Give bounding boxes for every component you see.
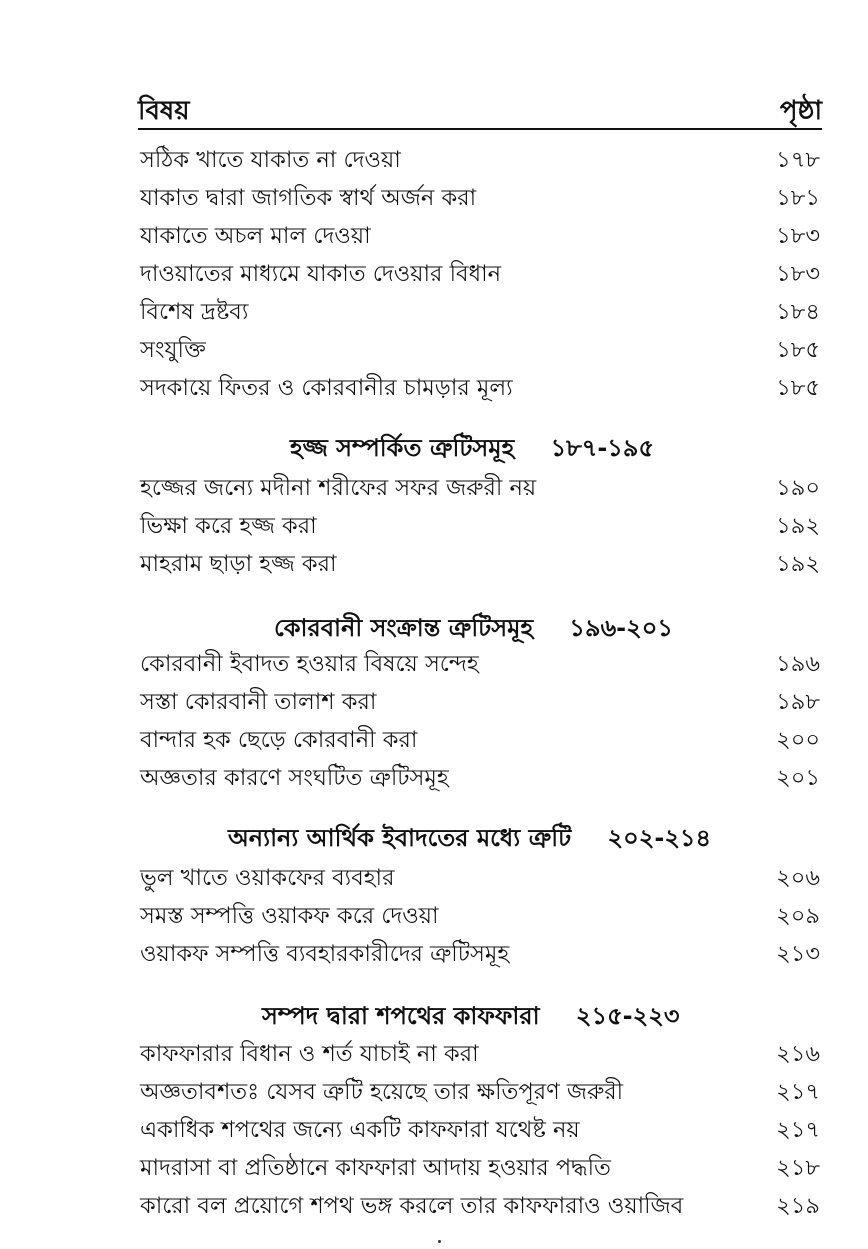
toc-entry <box>140 1036 820 1072</box>
section-page-range: ২১৫-২২৩ <box>575 1002 680 1030</box>
toc-entry-page: ২১৩ <box>776 941 820 967</box>
subject-heading: বিষয় <box>138 96 190 126</box>
toc-entry-title: একাধিক শপথের জন্যে একটি কাফফারা যথেষ্ট নয় <box>140 1117 580 1143</box>
toc-entry-page: ২০৬ <box>776 865 820 891</box>
toc-entry <box>140 646 820 682</box>
toc-entry-title: যাকাত দ্বারা জাগতিক স্বার্থ অর্জন করা <box>140 185 477 211</box>
toc-entry <box>140 1074 820 1110</box>
toc-entry-title: বিশেষ দ্রষ্টব্য <box>140 299 249 325</box>
section-page-range: ১৯৬-২০১ <box>569 614 673 642</box>
toc-entry-title: বান্দার হক ছেড়ে কোরবানী করা <box>140 727 418 753</box>
toc-entry-title: সমস্ত সম্পত্তি ওয়াকফ করে দেওয়া <box>140 903 439 929</box>
toc-entry-title: ওয়াকফ সম্পত্তি ব্যবহারকারীদের ত্রুটিসমূহ <box>140 941 510 967</box>
section-heading <box>274 608 673 648</box>
toc-entry-page: ২১৭ <box>776 1079 820 1105</box>
toc-entry <box>140 1188 820 1224</box>
toc-entry <box>140 470 820 506</box>
section-title: হজ্জ সম্পর্কিত ত্রুটিসমূহ <box>290 434 515 462</box>
section-heading <box>262 996 679 1036</box>
toc-entry-title: ভুল খাতে ওয়াকফের ব্যবহার <box>140 865 395 891</box>
toc-entry <box>140 546 820 582</box>
toc-entry-page: ১৯৮ <box>776 689 820 715</box>
page-heading: পৃষ্ঠা <box>779 96 822 126</box>
toc-entry-title: কাফফারার বিধান ও শর্ত যাচাই না করা <box>140 1041 479 1067</box>
section-page-range: ২০২-২১৪ <box>607 824 712 852</box>
toc-entry-title: কোরবানী ইবাদত হওয়ার বিষয়ে সন্দেহ <box>140 651 479 677</box>
toc-entry-page: ১৮৩ <box>776 261 820 287</box>
toc-entry <box>140 332 820 368</box>
toc-entry-title: দাওয়াতের মাধ্যমে যাকাত দেওয়ার বিধান <box>140 261 502 287</box>
toc-entry <box>140 256 820 292</box>
toc-entry <box>140 722 820 758</box>
toc-entry <box>140 370 820 406</box>
toc-entry-title: সদকায়ে ফিতর ও কোরবানীর চামড়ার মূল্য <box>140 375 513 401</box>
toc-entry-page: ১৯২ <box>776 513 820 539</box>
toc-entry-title: অজ্ঞতাবশতঃ যেসব ত্রুটি হয়েছে তার ক্ষতিপূরণ জরুরী <box>140 1079 624 1105</box>
toc-entry-page: ২১৮ <box>776 1155 820 1181</box>
toc-entry-title: অজ্ঞতার কারণে সংঘটিত ত্রুটিসমূহ <box>140 765 449 791</box>
toc-header <box>138 84 822 130</box>
toc-entry-page: ১৯২ <box>776 551 820 577</box>
section-heading <box>228 818 711 858</box>
toc-entry-page: ২১৬ <box>776 1041 820 1067</box>
toc-entry-page: ২১৯ <box>776 1193 820 1219</box>
print-speck <box>438 1240 441 1243</box>
toc-entry <box>140 684 820 720</box>
toc-entry-title: মাদরাসা বা প্রতিষ্ঠানে কাফফারা আদায় হওয়ার পদ্ধতি <box>140 1155 611 1181</box>
toc-entry-page: ১৮৪ <box>776 299 820 325</box>
toc-entry-page: ১৮৫ <box>776 375 820 401</box>
section-title: কোরবানী সংক্রান্ত ত্রুটিসমূহ <box>274 614 534 642</box>
toc-entry <box>140 1112 820 1148</box>
toc-entry <box>140 180 820 216</box>
toc-entry <box>140 898 820 934</box>
toc-entry <box>140 142 820 178</box>
toc-entry-title: মাহরাম ছাড়া হজ্জ করা <box>140 551 337 577</box>
toc-entry-title: ভিক্ষা করে হজ্জ করা <box>140 513 317 539</box>
toc-entry-title: যাকাতে অচল মাল দেওয়া <box>140 223 371 249</box>
toc-entry-title: কারো বল প্রয়োগে শপথ ভঙ্গ করলে তার কাফফারাও ওয়াজিব <box>140 1193 684 1219</box>
toc-entry <box>140 294 820 330</box>
toc-entry-title: সস্তা কোরবানী তালাশ করা <box>140 689 377 715</box>
toc-entry <box>140 936 820 972</box>
section-title: অন্যান্য আর্থিক ইবাদতের মধ্যে ত্রুটি <box>228 824 572 852</box>
section-page-range: ১৮৭-১৯৫ <box>550 434 655 462</box>
section-title: সম্পদ দ্বারা শপথের কাফফারা <box>262 1002 540 1030</box>
toc-entry-page: ১৯৬ <box>776 651 820 677</box>
toc-entry-page: ১৭৮ <box>776 147 820 173</box>
toc-entry-page: ২০৯ <box>776 903 820 929</box>
toc-entry-page: ২০১ <box>776 765 820 791</box>
toc-entry-title: সঠিক খাতে যাকাত না দেওয়া <box>140 147 401 173</box>
toc-entry-page: ১৮১ <box>776 185 820 211</box>
section-heading <box>290 428 654 468</box>
toc-entry-page: ২০০ <box>776 727 820 753</box>
toc-entry-page: ১৮৩ <box>776 223 820 249</box>
toc-entry-title: হজ্জের জন্যে মদীনা শরীফের সফর জরুরী নয় <box>140 475 537 501</box>
toc-entry <box>140 1150 820 1186</box>
toc-entry-page: ২১৭ <box>776 1117 820 1143</box>
toc-entry <box>140 218 820 254</box>
toc-entry <box>140 860 820 896</box>
toc-entry <box>140 760 820 796</box>
toc-entry-page: ১৮৫ <box>776 337 820 363</box>
toc-entry-title: সংযুক্তি <box>140 337 206 363</box>
toc-entry <box>140 508 820 544</box>
toc-entry-page: ১৯০ <box>776 475 820 501</box>
